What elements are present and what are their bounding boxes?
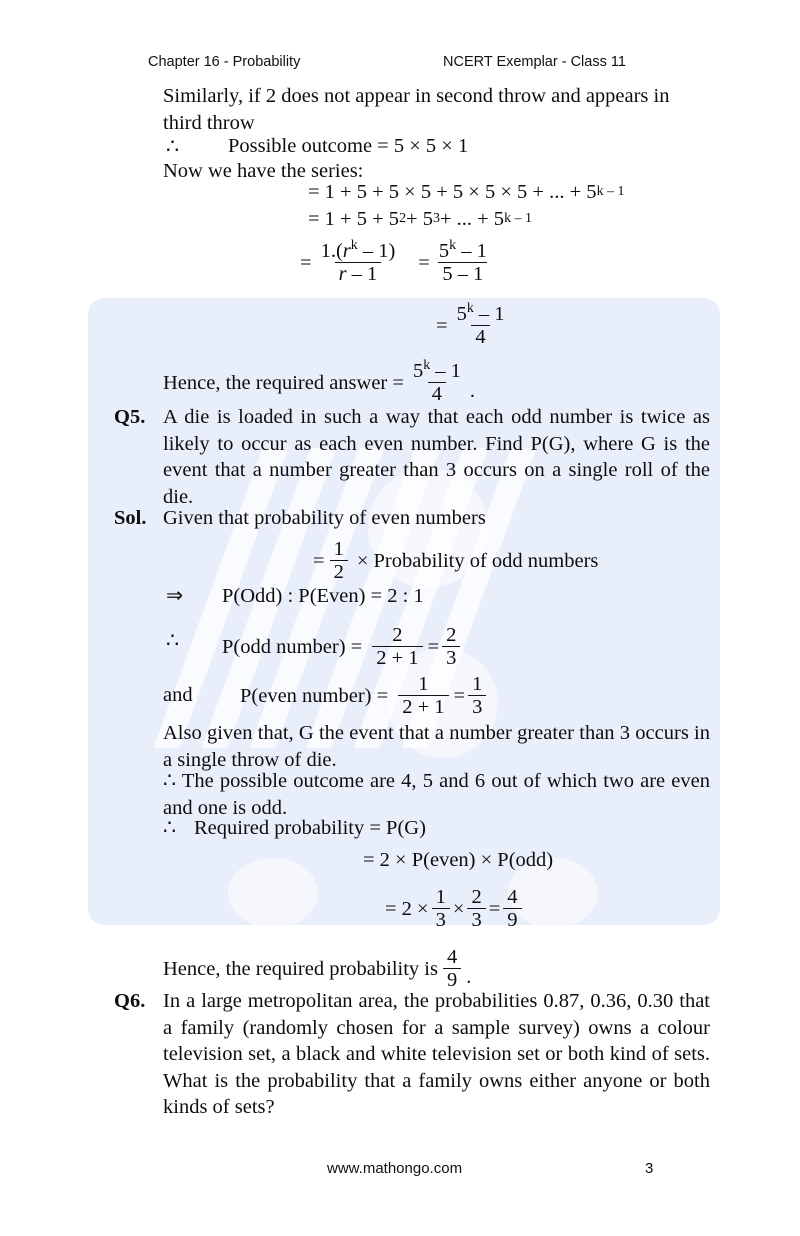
fraction-numerator: 5$^k$ – 1: [456, 301, 505, 325]
ratio-line: P(Odd) : P(Even) = 2 : 1: [222, 585, 424, 607]
fraction-answer: [409, 360, 465, 405]
fraction-numerator: 2: [471, 886, 482, 908]
fraction-denominator: 2 + 1: [398, 695, 448, 718]
fraction-1-over-3: [468, 673, 486, 718]
series-equation-3: [300, 240, 496, 285]
p-even-label: P(even number) =: [240, 684, 389, 707]
equation-half-probability: [313, 538, 598, 583]
header-book: NCERT Exemplar - Class 11: [443, 54, 626, 70]
question-label-q6: Q6.: [114, 990, 146, 1012]
equals-sign: =: [453, 684, 466, 707]
fraction-denominator: 9: [443, 968, 461, 991]
solution-label-q5: Sol.: [114, 507, 147, 529]
fraction-denominator: 3: [442, 646, 460, 669]
fraction-numerator: 2: [446, 624, 457, 646]
intro-line-1: Similarly, if 2 does not appear in second throw and appears in: [163, 85, 670, 107]
fraction-numerator: 1: [333, 538, 344, 560]
eq3-equals-sign-2: =: [418, 251, 430, 274]
fraction-denominator: 9: [503, 908, 521, 931]
required-probability-line: Required probability = P(G): [194, 817, 426, 839]
hence-period: .: [466, 966, 472, 989]
series-equation-2: = 1 + 5 + 5 2 + 5 3 + ... + 5 k – 1: [308, 208, 532, 230]
intro-line-2: third throw: [163, 112, 255, 134]
question-text-q5: A die is loaded in such a way that each odd number is twice as likely to occur as each even number. Find P(G), where G is the event that a number greater than 3 occurs on a single roll of the die.: [163, 406, 710, 508]
possible-outcome-line: Possible outcome = 5 × 5 × 1: [228, 135, 469, 157]
calc-equals-prefix: = 2 ×: [385, 897, 429, 920]
series-eq1-text: = 1 + 5 + 5 × 5 + 5 × 5 × 5 + ... + 5: [308, 181, 597, 203]
fraction-numerator: 1: [472, 673, 483, 695]
probability-odd-text: × Probability of odd numbers: [356, 549, 599, 572]
hence-probability-text: Hence, the required probability is: [163, 957, 438, 980]
question-label-q5: Q5.: [114, 406, 146, 428]
eq3-equals-sign: =: [300, 251, 312, 274]
possible-outcome-text: ∴ The possible outcome are 4, 5 and 6 out of which two are even and one is odd.: [163, 770, 710, 819]
hence-required-probability: [163, 946, 471, 991]
fraction-numerator: 1: [435, 886, 446, 908]
fraction-numerator: 4: [507, 886, 518, 908]
fraction-denominator: 4: [471, 325, 489, 348]
times-sign: ×: [452, 897, 465, 920]
fraction-denominator: 3: [467, 908, 485, 931]
fraction-r-formula: [317, 240, 400, 285]
equation-p-even-number: [240, 673, 489, 718]
series-equation-1: = 1 + 5 + 5 × 5 + 5 × 5 × 5 + ... + 5 k – 1: [308, 181, 625, 203]
fraction-denominator: 2: [330, 560, 348, 583]
fraction-numerator: 2: [392, 624, 403, 646]
question-text-q6: In a large metropolitan area, the probabilities 0.87, 0.36, 0.30 that a family (randomly chosen for a sample survey) owns a colour television set, a black and white television set or both kind of sets. What is the probability that a family owns either anyone or both kinds of sets?: [163, 990, 710, 1118]
footer-website-url: www.mathongo.com: [327, 1160, 463, 1177]
fraction-numerator: 1: [418, 673, 429, 695]
calculation-line-2: [385, 886, 525, 931]
series-eq2-part2: + 5: [406, 208, 433, 230]
fraction-5k-minus-1-over-4: [453, 303, 509, 348]
p-odd-label: P(odd number) =: [222, 635, 363, 658]
implies-symbol: ⇒: [166, 585, 184, 607]
therefore-symbol-3: ∴: [163, 817, 177, 839]
equals-sign: =: [313, 549, 325, 572]
hence-period: .: [469, 380, 476, 403]
fraction-numerator: $1.(r^k - 1)$: [320, 238, 396, 262]
equals-sign: =: [427, 635, 440, 658]
fraction-numerator: 4: [446, 946, 458, 968]
also-given-text: Also given that, G the event that a number greater than 3 occurs in a single throw of die.: [163, 722, 710, 771]
fraction-numerator: 5$^k$ – 1: [438, 238, 487, 262]
series-eq2-part3: + ... + 5: [439, 208, 505, 230]
header-chapter: Chapter 16 - Probability: [148, 54, 301, 70]
equation-p-odd-number: [222, 624, 463, 669]
fraction-denominator: r – 1: [335, 262, 382, 285]
fraction-2-over-3: [467, 886, 485, 931]
therefore-symbol-1: ∴: [166, 136, 180, 158]
fraction-2-over-3: [442, 624, 460, 669]
fraction-denominator: 3: [468, 695, 486, 718]
fraction-1-over-3: [432, 886, 450, 931]
fraction-2-over-2plus1: [372, 624, 422, 669]
hence-required-answer: [163, 360, 475, 405]
fraction-numerator: 5$^k$ – 1: [412, 358, 461, 382]
fraction-1-over-2plus1: [398, 673, 448, 718]
series-equation-4: [436, 303, 514, 348]
hence-answer-text: Hence, the required answer =: [163, 371, 404, 394]
therefore-symbol-2: ∴: [166, 630, 180, 652]
footer-page-number: 3: [645, 1160, 654, 1177]
series-intro-line: Now we have the series:: [163, 160, 364, 182]
fraction-one-half: [330, 538, 348, 583]
fraction-5k-minus-1-over-5-minus-1: [435, 240, 491, 285]
fraction-4-over-9: [503, 886, 521, 931]
fraction-denominator: 3: [432, 908, 450, 931]
fraction-denominator: 2 + 1: [372, 646, 422, 669]
eq4-equals-sign: =: [436, 314, 448, 337]
equals-sign: =: [488, 897, 501, 920]
fraction-denominator: 4: [428, 382, 446, 405]
fraction-denominator: 5 – 1: [438, 262, 487, 285]
solution-line-1: Given that probability of even numbers: [163, 507, 486, 529]
fraction-4-over-9: [443, 946, 461, 991]
calculation-line-1: = 2 × P(even) × P(odd): [363, 849, 554, 871]
and-label: and: [163, 684, 193, 706]
series-eq2-part1: = 1 + 5 + 5: [308, 208, 400, 230]
